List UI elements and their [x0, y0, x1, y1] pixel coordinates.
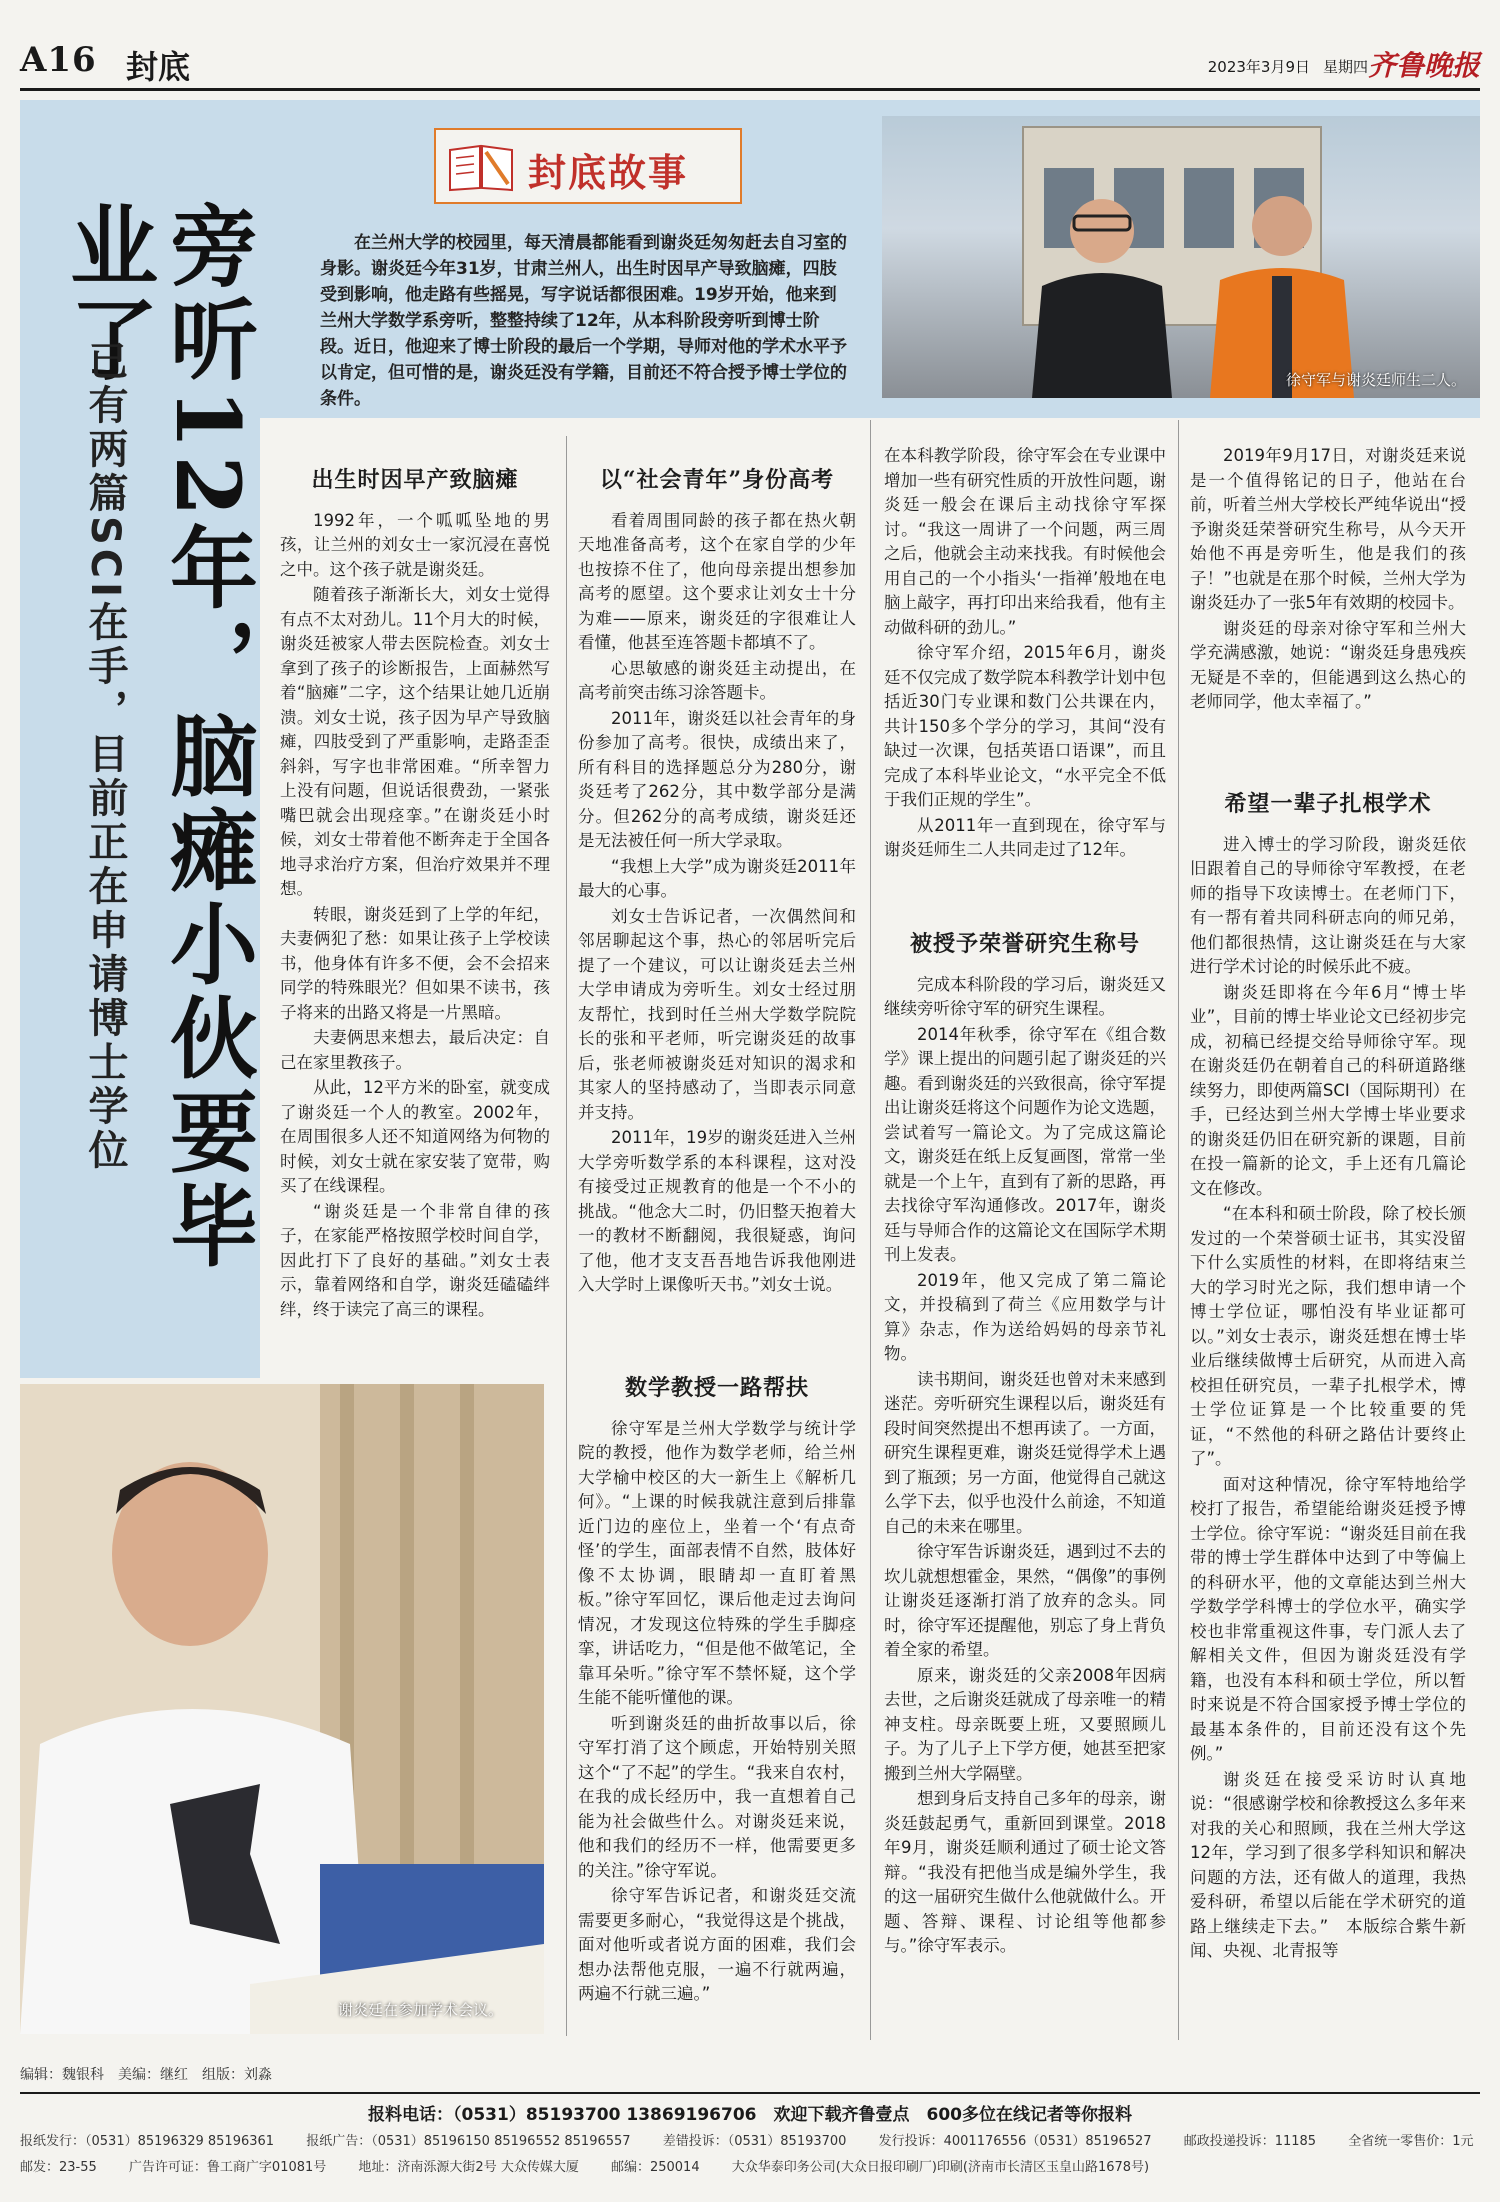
footer-item: 邮发：23-55	[20, 2160, 97, 2175]
article-column-2-lower	[578, 1372, 856, 2008]
paragraph: 夫妻俩思来想去，最后决定：自己在家里教孩子。	[280, 1028, 550, 1072]
news-hotline: 报料电话：（0531）85193700 13869196706 欢迎下载齐鲁壹点 600多位在线记者等你报料	[368, 2105, 1132, 2125]
paragraph: 进入博士的学习阶段，谢炎廷依旧跟着自己的导师徐守军教授，在老师的指导下攻读博士。在老师门下，有一帮有着共同科研志向的师兄弟，他们都很热情，这让谢炎廷在与大家进行学术讨论的时候乐此不疲。	[1190, 834, 1466, 976]
paragraph: 想到身后支持自己多年的母亲，谢炎廷鼓起勇气，重新回到课堂。2018年9月，谢炎廷顺利通过了硕士论文答辩。“我没有把他当成是编外学生，我的这一届研究生做什么他就做什么。开题、答辩、课程、讨论组等他都参与。”徐守军表示。	[884, 1789, 1166, 1955]
footer-item: 邮政投递投诉：11185	[1183, 2134, 1317, 2149]
editor-credits: 编辑：魏银科 美编：继红 组版：刘淼	[20, 2067, 272, 2083]
article-column-1	[280, 464, 550, 1323]
paragraph: 从2011年一直到现在，徐守军与谢炎廷师生二人共同走过了12年。	[884, 815, 1166, 859]
main-headline: 旁听12年，脑瘫小伙要毕业了	[56, 200, 260, 1275]
footer-publication-info	[20, 2156, 1480, 2175]
section-heading: 以“社会青年”身份高考	[599, 467, 835, 493]
article-column-4-lower	[1190, 788, 1466, 1965]
column-divider	[1178, 420, 1179, 2040]
section-heading: 希望一辈子扎根学术	[1224, 791, 1432, 817]
paragraph: 看着周围同龄的孩子都在热火朝天地准备高考，这个在家自学的少年也按捺不住了，他向母亲提出想参加高考的愿望。这个要求让刘女士十分为难——原来，谢炎廷的字很难让人看懂，他甚至连答题卡都填不了。	[578, 510, 856, 652]
header-divider	[20, 88, 1480, 91]
paragraph: 完成本科阶段的学习后，谢炎廷又继续旁听徐守军的研究生课程。	[884, 974, 1166, 1018]
article-column-3-lower	[884, 928, 1166, 1960]
sub-headline: 已有两篇SCI在手，目前正在申请博士学位	[82, 340, 128, 1174]
paragraph: 在本科教学阶段，徐守军会在专业课中增加一些有研究性质的开放性问题，谢炎廷一般会在课后主动找徐守军探讨。“我这一周讲了一个问题，两三周之后，他就会主动来找我。有时候他会用自己的一个小指头‘一指禅’般地在电脑上敲字，再打印出来给我看，他有主动做科研的劲儿。”	[884, 446, 1166, 637]
page-header	[20, 40, 1480, 90]
footer-item: 广告许可证：鲁工商广字01081号	[128, 2160, 327, 2175]
paragraph: 谢炎廷的母亲对徐守军和兰州大学充满感激，她说：“谢炎廷身患残疾无疑是不幸的，但能遇到这么热心的老师同学，他太幸福了。”	[1190, 618, 1466, 711]
footer-divider	[20, 2092, 1480, 2094]
column-divider	[870, 420, 871, 2040]
paragraph: 从此，12平方米的卧室，就变成了谢炎廷一个人的教室。2002年，在周围很多人还不知道网络为何物的时候，刘女士就在家安装了宽带，购买了在线课程。	[280, 1078, 550, 1195]
photo-caption: 谢炎廷在参加学术会议。	[338, 2001, 504, 2019]
teacher-figure	[1002, 176, 1202, 398]
paragraph: 2011年，谢炎廷以社会青年的身份参加了高考。很快，成绩出来了，所有科目的选择题总分为280分，谢炎廷考了262分，其中数学部分是满分。但262分的高考成绩，谢炎廷还是无法被任何一所大学录取。	[578, 708, 856, 850]
article-column-4	[1190, 444, 1466, 716]
paragraph: 转眼，谢炎廷到了上学的年纪，夫妻俩犯了愁：如果让孩子上学校读书，他身体有许多不便，会不会招来同学的特殊眼光？但如果不读书，孩子将来的出路又将是一片黑暗。	[280, 904, 550, 1022]
footer-contacts	[20, 2130, 1480, 2149]
paragraph: 面对这种情况，徐守军特地给学校打了报告，希望能给谢炎廷授予博士学位。徐守军说：“谢炎廷目前在我带的博士学生群体中达到了中等偏上的科研水平，他的文章能达到兰州大学数学学科博士的学位水平，确实学校也非常重视这件事，专门派人去了解相关文件，但因为谢炎廷没有学籍，也没有本科和硕士学位，所以暂时来说是不符合国家授予博士学位的最基本条件的，目前还没有这个先例。”	[1190, 1474, 1466, 1763]
section-heading: 被授予荣誉研究生称号	[909, 931, 1140, 957]
paragraph: 徐守军介绍，2015年6月，谢炎廷不仅完成了数学院本科教学计划中包括近30门专业课和数门公共课在内，共计150多个学分的学习，其间“没有缺过一次课，包括英语口语课”，而且完成了本科毕业论文，“水平完全不低于我们正规的学生”。	[884, 643, 1166, 809]
article-column-3	[884, 444, 1166, 864]
paragraph: 2011年，19岁的谢炎廷进入兰州大学旁听数学系的本科课程，这对没有接受过正规教育的他是一个不小的挑战。“他念大二时，仍旧整天抱着大一的教材不断翻阅，我很疑惑，询问了他，他才支支吾吾地告诉我他刚进入大学时上课像听天书。”刘女士说。	[578, 1128, 856, 1294]
section-heading: 数学教授一路帮扶	[624, 1375, 809, 1401]
footer-item: 全省统一零售价：1元	[1348, 2134, 1474, 2149]
paragraph: 2014年秋季，徐守军在《组合数学》课上提出的问题引起了谢炎廷的兴趣。看到谢炎廷的兴致很高，徐守军提出让谢炎廷将这个问题作为论文选题，尝试着写一篇论文。为了完成这篇论文，谢炎廷在纸上反复画图，常常一坐就是一个上午，直到有了新的思路，再去找徐守军沟通修改。2017年，谢炎廷与导师合作的这篇论文在国际学术期刊上发表。	[884, 1024, 1166, 1264]
paragraph: 心思敏感的谢炎廷主动提出，在高考前突击练习涂答题卡。	[578, 658, 856, 702]
footer-item: 报纸广告：（0531）85196150 85196552 85196557	[306, 2134, 631, 2149]
lead-paragraph: 在兰州大学的校园里，每天清晨都能看到谢炎廷匆匆赶去自习室的身影。谢炎廷今年31岁，甘肃兰州人，出生时因早产导致脑瘫，四肢受到影响，他走路有些摇晃，写字说话都很困难。19岁开始，他来到兰州大学数学系旁听，整整持续了12年，从本科阶段旁听到博士阶段。近日，他迎来了博士阶段的最后一个学期，导师对他的学术水平予以肯定，但可惜的是，谢炎廷没有学籍，目前还不符合授予博士学位的条件。	[320, 233, 847, 409]
paragraph: 1992年，一个呱呱坠地的男孩，让兰州的刘女士一家沉浸在喜悦之中。这个孩子就是谢炎廷。	[280, 510, 550, 579]
paragraph: 徐守军告诉谢炎廷，遇到过不去的坎儿就想想霍金，果然，“偶像”的事例让谢炎廷逐渐打消了放弃的念头。同时，徐守军还提醒他，别忘了身上背负着全家的希望。	[884, 1542, 1166, 1659]
footer-item: 邮编：250014	[610, 2160, 700, 2175]
issue-weekday: 星期四	[1322, 58, 1368, 76]
page-number: A16	[20, 40, 97, 80]
photo-caption: 徐守军与谢炎廷师生二人。	[1285, 371, 1466, 389]
paragraph: “在本科和硕士阶段，除了校长颁发过的一个荣誉硕士证书，其实没留下什么实质性的材料，在即将结束兰大的学习时光之际，我们想申请一个博士学位证，哪怕没有毕业证都可以。”刘女士表示，谢炎廷想在博士毕业后继续做博士后研究，从而进入高校担任研究员，一辈子扎根学术，博士学位证算是一个比较重要的凭证，“不然他的科研之路估计要终止了”。	[1190, 1204, 1466, 1468]
paragraph: 2019年，他又完成了第二篇论文，并投稿到了荷兰《应用数学与计算》杂志，作为送给妈妈的母亲节礼物。	[884, 1270, 1166, 1363]
open-book-icon	[446, 140, 516, 192]
paragraph: “谢炎廷是一个非常自律的孩子，在家能严格按照学校时间自学，因此打下了良好的基础。”刘女士表示，靠着网络和自学，谢炎廷磕磕绊绊，终于读完了高三的课程。	[280, 1201, 550, 1319]
column-divider	[566, 436, 567, 2036]
section-heading: 出生时因早产致脑瘫	[311, 467, 519, 493]
paragraph: 原来，谢炎廷的父亲2008年因病去世，之后谢炎廷就成了母亲唯一的精神支柱。母亲既要上班，又要照顾儿子。为了儿子上下学方便，她甚至把家搬到兰州大学隔壁。	[884, 1665, 1166, 1783]
paragraph: 徐守军告诉记者，和谢炎廷交流需要更多耐心，“我觉得这是个挑战，面对他听或者说方面的困难，我们会想办法帮他克服，一遍不行就两遍，两遍不行就三遍。”	[578, 1886, 856, 2003]
paragraph: 徐守军是兰州大学数学与统计学院的教授，他作为数学老师，给兰州大学榆中校区的大一新生上《解析几何》。“上课的时候我就注意到后排靠近门边的座位上，坐着一个‘有点奇怪’的学生，面部表情不自然，肢体好像不太协调，眼睛却一直盯着黑板。”徐守军回忆，课后他走过去询问情况，才发现这位特殊的学生手脚痉挛，讲话吃力，“但是他不做笔记，全靠耳朵听。”徐守军不禁怀疑，这个学生能不能听懂他的课。	[578, 1418, 856, 1707]
paragraph: 刘女士告诉记者，一次偶然间和邻居聊起这个事，热心的邻居听完后提了一个建议，可以让谢炎廷去兰州大学申请成为旁听生。刘女士经过朋友帮忙，找到时任兰州大学数学院院长的张和平老师，听完谢炎廷的故事后，张老师被谢炎廷对知识的渴求和其家人的坚持感动了，当即表示同意并支持。	[578, 906, 856, 1122]
student-at-conference-photo	[20, 1384, 544, 2034]
paragraph: 随着孩子渐渐长大，刘女士觉得有点不太对劲儿。11个月大的时候，谢炎廷被家人带去医院检查。刘女士拿到了孩子的诊断报告，上面赫然写着“脑瘫”二字，这个结果让她几近崩溃。刘女士说，孩子因为早产导致脑瘫，四肢受到了严重影响，走路歪歪斜斜，写字也非常困难。“所幸智力上没有问题，但说话很费劲，一紧张嘴巴就会出现痉挛。”在谢炎廷小时候，刘女士带着他不断奔走于全国各地寻求治疗方案，但治疗效果并不理想。	[280, 585, 550, 898]
teacher-student-photo	[882, 116, 1480, 398]
article-column-2	[578, 464, 856, 1299]
section-name: 封底	[126, 48, 191, 86]
column-banner	[434, 128, 742, 204]
paragraph: 谢炎廷在接受采访时认真地说：“很感谢学校和徐教授这么多年来对我的关心和照顾，我在兰州大学这12年，学习到了很多学科知识和解决问题的方法，还有做人的道理，我热爱科研，希望以后能在学术研究的道路上继续走下去。” 本版综合紫牛新闻、央视、北青报等	[1190, 1769, 1466, 1960]
issue-date: 2023年3月9日	[1207, 58, 1310, 76]
footer-item: 大众华泰印务公司(大众日报印刷厂)印刷(济南市长清区玉皇山路1678号)	[731, 2160, 1150, 2175]
paragraph: 读书期间，谢炎廷也曾对未来感到迷茫。旁听研究生课程以后，谢炎廷有段时间突然提出不想再读了。一方面，研究生课程更难，谢炎廷觉得学术上遇到了瓶颈；另一方面，他觉得自己就这么学下去，似乎也没什么前途，不知道自己的未来在哪里。	[884, 1369, 1166, 1536]
footer-item: 报纸发行：（0531）85196329 85196361	[20, 2134, 275, 2149]
footer-item: 差错投诉：（0531）85193700	[662, 2134, 847, 2149]
banner-label: 封底故事	[528, 150, 689, 195]
paragraph: 2019年9月17日，对谢炎廷来说是一个值得铭记的日子，他站在台前，听着兰州大学校长严纯华说出“授予谢炎廷荣誉研究生称号，从今天开始他不再是旁听生，他是我们的孩子！”也就是在那个时候，兰州大学为谢炎廷办了一张5年有效期的校园卡。	[1190, 446, 1466, 612]
student-figure	[1182, 176, 1382, 398]
footer-item: 发行投诉：4001176556（0531）85196527	[878, 2134, 1152, 2149]
newspaper-masthead: 齐鲁晚报	[1367, 49, 1480, 82]
paragraph: 听到谢炎廷的曲折故事以后，徐守军打消了这个顾虑，开始特别关照这个“了不起”的学生。“我来自农村，在我的成长经历中，我一直想着自己能为社会做些什么。对谢炎廷来说，他和我们的经历不一样，他需要更多的关注。”徐守军说。	[578, 1713, 856, 1880]
paragraph: 谢炎廷即将在今年6月“博士毕业”，目前的博士毕业论文已经初步完成，初稿已经提交给导师徐守军。现在谢炎廷仍在朝着自己的科研道路继续努力，即使两篇SCI（国际期刊）在手，已经达到兰州大学博士毕业要求的谢炎廷仍旧在研究新的课题，目前在投一篇新的论文，手上还有几篇论文在修改。	[1190, 982, 1466, 1198]
footer-item: 地址：济南泺源大街2号 大众传媒大厦	[358, 2160, 579, 2175]
conference-scene	[20, 1384, 544, 2034]
paragraph: “我想上大学”成为谢炎廷2011年最大的心事。	[578, 856, 856, 900]
